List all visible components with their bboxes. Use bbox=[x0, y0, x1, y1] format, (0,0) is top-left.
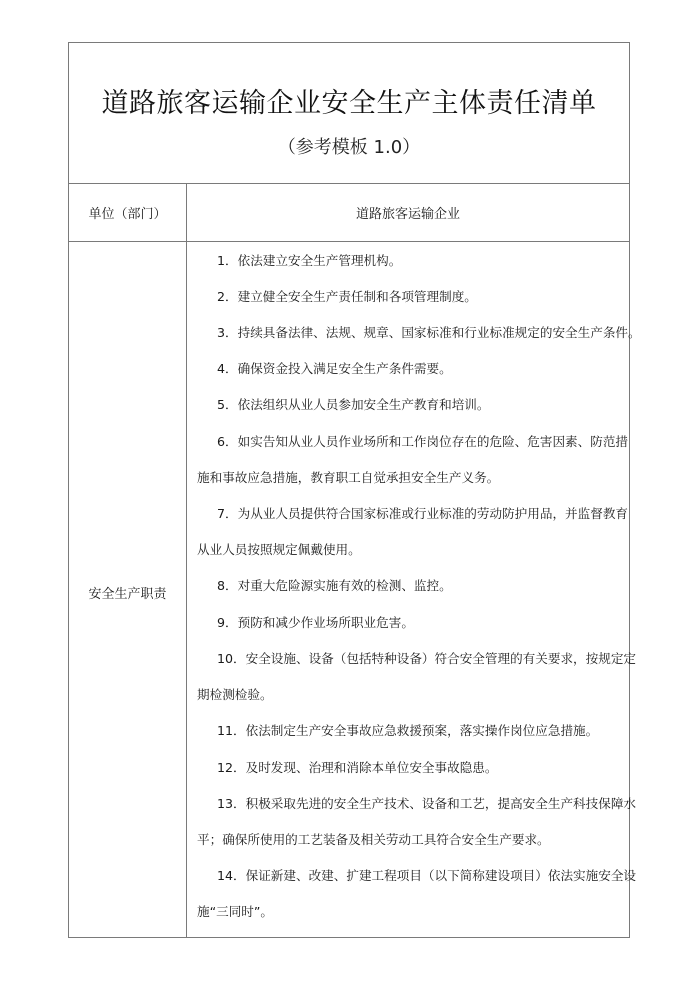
duty-line: 11．依法制定生产安全事故应急救援预案，落实操作岗位应急措施。 bbox=[217, 723, 599, 738]
duty-line: 1．依法建立安全生产管理机构。 bbox=[217, 253, 402, 268]
duties-row bbox=[69, 242, 641, 937]
duty-line: 平；确保所使用的工艺装备及相关劳动工具符合安全生产要求。 bbox=[197, 832, 550, 847]
duty-line: 10．安全设施、设备（包括特种设备）符合安全管理的有关要求，按规定定 bbox=[217, 651, 637, 666]
duty-line: 5．依法组织从业人员参加安全生产教育和培训。 bbox=[217, 397, 490, 412]
duty-line: 期检测检验。 bbox=[197, 687, 273, 702]
unit-row bbox=[69, 183, 629, 242]
duty-line: 从业人员按照规定佩戴使用。 bbox=[197, 542, 361, 557]
unit-value: 道路旅客运输企业 bbox=[355, 206, 460, 222]
duty-line: 12．及时发现、治理和消除本单位安全事故隐患。 bbox=[217, 760, 498, 775]
unit-label: 单位（部门） bbox=[69, 183, 187, 241]
duties-label: 安全生产职责 bbox=[88, 587, 167, 602]
duty-line: 施“三同时”。 bbox=[197, 904, 274, 919]
page-subtitle: （参考模板 1.0） bbox=[277, 137, 421, 158]
responsibility-table bbox=[68, 42, 641, 938]
duty-line: 4．确保资金投入满足安全生产条件需要。 bbox=[217, 361, 452, 376]
duties-list bbox=[187, 242, 641, 937]
duty-line: 14．保证新建、改建、扩建工程项目（以下简称建设项目）依法实施安全设 bbox=[217, 868, 637, 883]
duty-line: 2．建立健全安全生产责任制和各项管理制度。 bbox=[217, 289, 477, 304]
title-block bbox=[69, 43, 629, 184]
page-title: 道路旅客运输企业安全生产主体责任清单 bbox=[101, 88, 597, 119]
duties-label-cell bbox=[69, 242, 187, 937]
duty-line: 3．持续具备法律、法规、规章、国家标准和行业标准规定的安全生产条件。 bbox=[217, 325, 641, 340]
duty-line: 7．为从业人员提供符合国家标准或行业标准的劳动防护用品，并监督教育 bbox=[217, 506, 629, 521]
duty-line: 施和事故应急措施，教育职工自觉承担安全生产义务。 bbox=[197, 470, 500, 485]
duty-line: 8．对重大危险源实施有效的检测、监控。 bbox=[217, 578, 452, 593]
duty-line: 13．积极采取先进的安全生产技术、设备和工艺，提高安全生产科技保障水 bbox=[217, 796, 637, 811]
duty-line: 6．如实告知从业人员作业场所和工作岗位存在的危险、危害因素、防范措 bbox=[217, 434, 629, 449]
duty-line: 9．预防和减少作业场所职业危害。 bbox=[217, 615, 414, 630]
